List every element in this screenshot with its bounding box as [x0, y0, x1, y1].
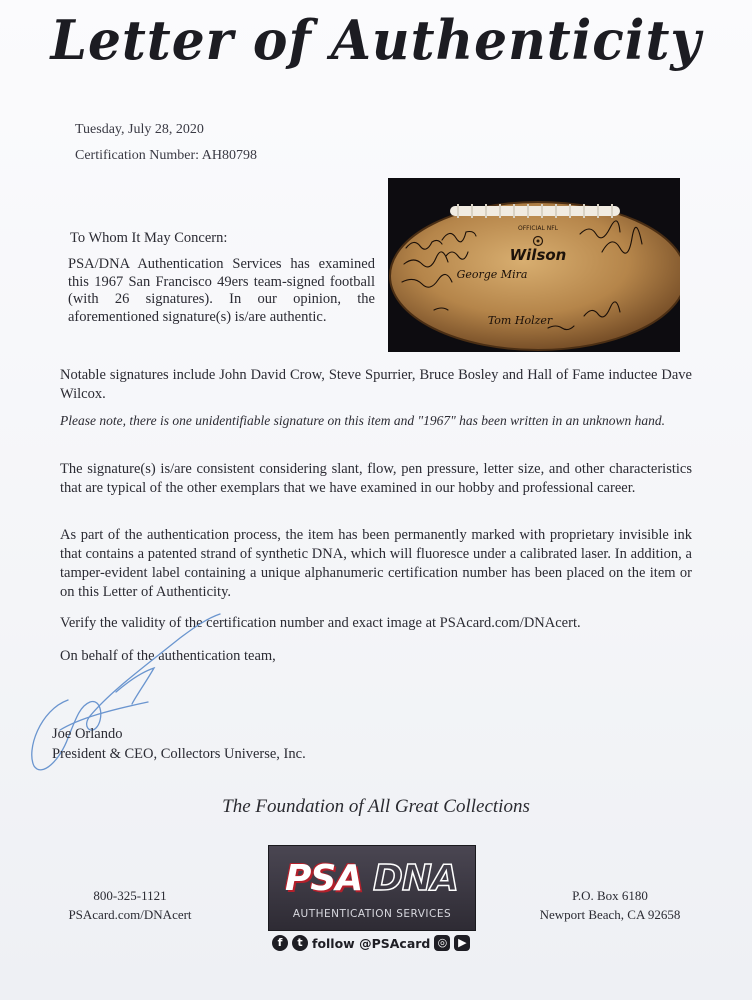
- youtube-icon: ▶: [454, 935, 470, 951]
- item-photo: [388, 178, 680, 352]
- social-bar: [272, 932, 472, 954]
- facebook-icon: f: [272, 935, 288, 951]
- ball-signature-mira: George Mira: [456, 268, 528, 281]
- twitter-icon: t: [292, 935, 308, 951]
- city-address: Newport Beach, CA 92658: [539, 907, 681, 922]
- process-paragraph: As part of the authentication process, the item has been permanently marked with proprietary invisible ink that contains a patented strand of synthetic DNA, which will fluoresce under a calibrated laser. In addition, a tamper-evident label containing a unique alphanumeric certification number has been placed on the item or on this Letter of Authenticity.: [60, 527, 692, 600]
- intro-paragraph: PSA/DNA Authentication Services has examined this 1967 San Francisco 49ers team-signed football (with 26 signatures). In our opinion, the aforementioned signature(s) is/are authentic.: [68, 256, 375, 325]
- notable-signatures: Notable signatures include John David Crow, Steve Spurrier, Bruce Bosley and Hall of Fame inductee Dave Wilcox.: [60, 367, 692, 402]
- logo-psa: PSA: [285, 858, 363, 899]
- signer-title: President & CEO, Collectors Universe, Inc.: [52, 746, 306, 762]
- phone-number: 800-325-1121: [93, 888, 167, 903]
- contact-right: [530, 886, 690, 924]
- social-handle: follow @PSAcard: [312, 935, 431, 951]
- ball-signature-holzer: Tom Holzer: [487, 314, 553, 327]
- letter-date: Tuesday, July 28, 2020: [75, 122, 204, 137]
- consistency-paragraph: The signature(s) is/are consistent considering slant, flow, pen pressure, letter size, and other characteristics that are typical of the other exemplars that we have examined in our hobby and professional career.: [60, 461, 692, 496]
- ball-stamp: OFFICIAL NFL: [518, 225, 558, 232]
- po-box: P.O. Box 6180: [572, 888, 648, 903]
- verify-line: Verify the validity of the certification number and exact image at PSAcard.com/DNAcert.: [60, 615, 581, 631]
- unidentifiable-note: Please note, there is one unidentifiable signature on this item and "1967" has been written in an unknown hand.: [60, 413, 666, 428]
- football-image: [388, 178, 680, 352]
- tagline: The Foundation of All Great Collections: [222, 796, 530, 817]
- instagram-icon: ◎: [434, 935, 450, 951]
- psa-dna-logo: [268, 845, 476, 931]
- ball-brand: Wilson: [509, 246, 567, 264]
- website: PSAcard.com/DNAcert: [68, 907, 192, 922]
- signer-name: Joe Orlando: [52, 726, 123, 742]
- certification-number: Certification Number: AH80798: [75, 148, 257, 163]
- greeting: To Whom It May Concern:: [70, 230, 228, 246]
- closing-line: On behalf of the authentication team,: [60, 648, 276, 664]
- logo-subtitle: AUTHENTICATION SERVICES: [292, 908, 452, 920]
- contact-left: [60, 886, 200, 924]
- logo-dna: DNA: [373, 858, 458, 899]
- letter-title: Letter of Authenticity: [50, 8, 702, 72]
